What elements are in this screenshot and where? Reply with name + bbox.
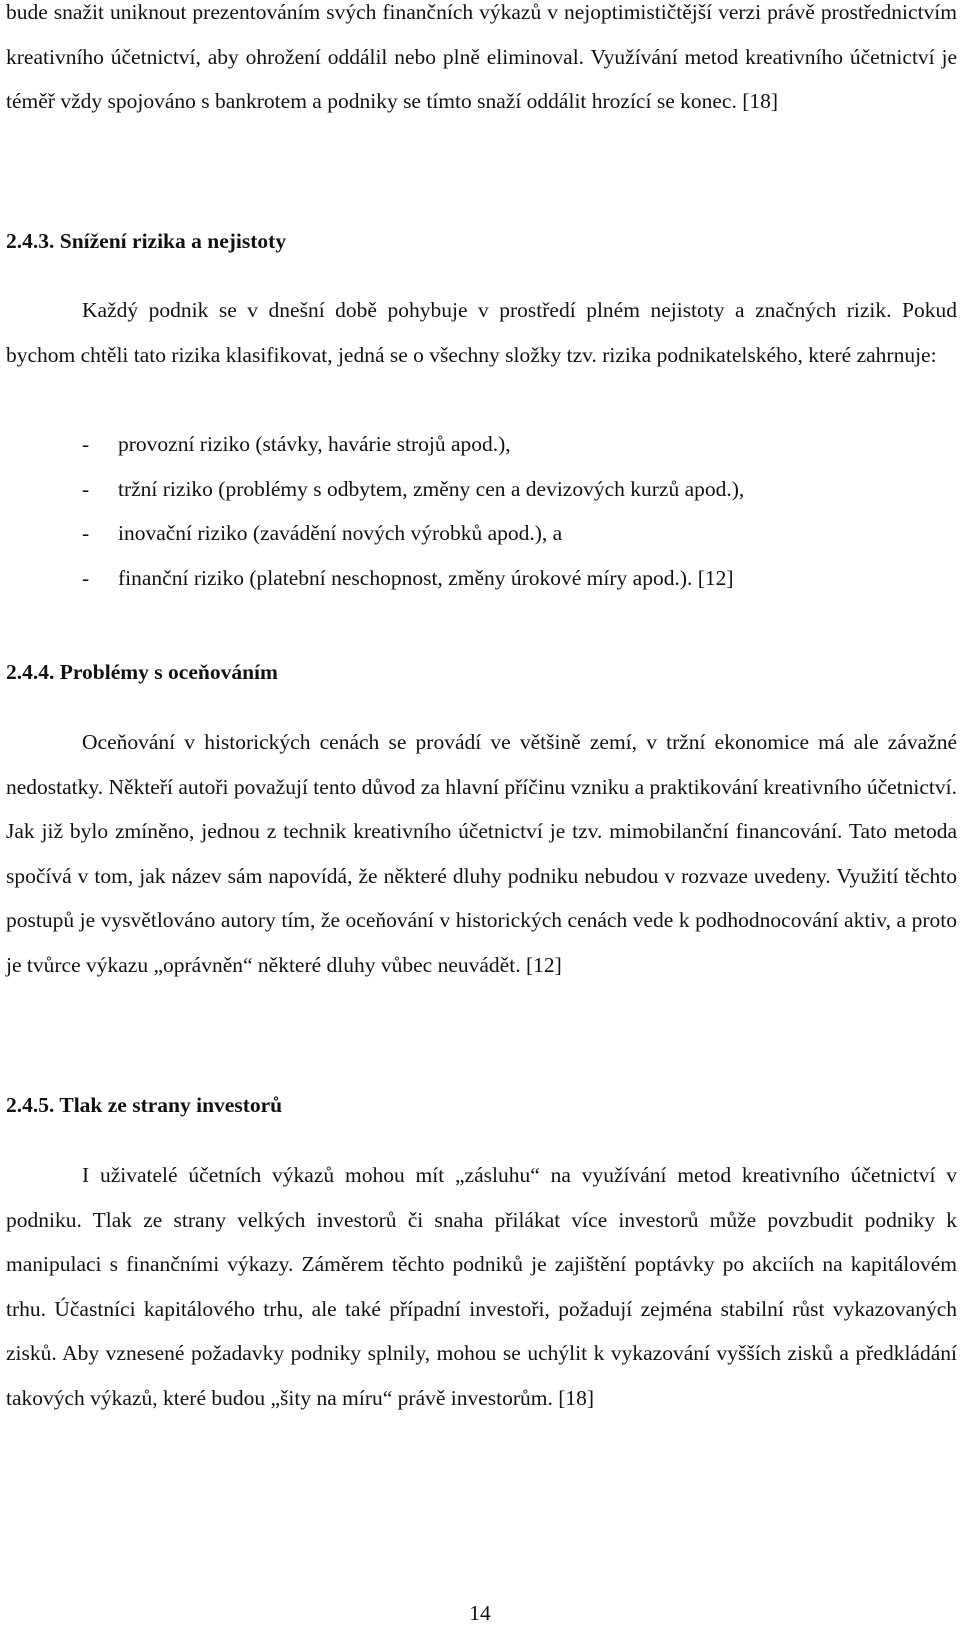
intro-paragraph: bude snažit uniknout prezentováním svých finančních výkazů v nejoptimističtější verzi právě prostřednictvím kreativního účetnictví, aby ohrožení oddálil nebo plně eliminoval. Využívání metod kreativního účetnictví je téměř vždy spojováno s bankrotem a podniky se tímto snaží oddálit hrozící se konec. [18]	[6, 0, 957, 114]
list-dash: -	[82, 432, 90, 456]
list-item-text: finanční riziko (platební neschopnost, změny úrokové míry apod.). [12]	[118, 565, 734, 590]
section-heading-2-4-4: 2.4.4. Problémy s oceňováním	[6, 660, 278, 684]
list-item	[6, 422, 946, 467]
list-dash: -	[82, 565, 90, 590]
section-heading-2-4-5: 2.4.5. Tlak ze strany investorů	[6, 1093, 283, 1117]
investors-paragraph: I uživatelé účetních výkazů mohou mít „zásluhu“ na využívání metod kreativního účetnictví v podniku. Tlak ze strany velkých investorů či snaha přilákat více investorů může povzbudit podniky k manipulaci s finančními výkazy. Záměrem těchto podniků je zajištění poptávky po akciích na kapitálovém trhu. Účastníci kapitálového trhu, ale také případní investoři, požadují zejména stabilní růst vykazovaných zisků. Aby vznesené požadavky podniky splnily, mohou se uchýlit k vykazování vyšších zisků a předkládání takových výkazů, které budou „šity na míru“ právě investorům. [18]	[6, 1163, 957, 1410]
list-item	[6, 467, 946, 512]
valuation-paragraph: Oceňování v historických cenách se provádí ve většině zemí, v tržní ekonomice má ale závažné nedostatky. Někteří autoři považují tento důvod za hlavní příčinu vzniku a praktikování kreativního účetnictví. Jak již bylo zmíněno, jednou z technik kreativního účetnictví je tzv. mimobilanční financování. Tato metoda spočívá v tom, jak název sám napovídá, že některé dluhy podniku nebudou v rozvaze uvedeny. Využití těchto postupů je vysvětlováno autory tím, že oceňování v historických cenách vede k podhodnocování aktiv, a proto je tvůrce výkazu „oprávněn“ některé dluhy vůbec neuvádět. [12]	[6, 730, 957, 977]
list-item-text: provozní riziko (stávky, havárie strojů apod.),	[118, 432, 511, 456]
list-dash: -	[82, 521, 90, 546]
list-item-text: tržní riziko (problémy s odbytem, změny cen a devizových kurzů apod.),	[118, 476, 745, 501]
list-dash: -	[82, 476, 90, 501]
risk-list	[6, 422, 946, 600]
list-item	[6, 511, 946, 556]
risk-paragraph: Každý podnik se v dnešní době pohybuje v prostředí plném nejistoty a značných rizik. Pokud bychom chtěli tato rizika klasifikovat, jedná se o všechny složky tzv. rizika podnikatelského, které zahrnuje:	[6, 298, 957, 367]
section-heading-2-4-3: 2.4.3. Snížení rizika a nejistoty	[6, 229, 287, 253]
list-item-text: inovační riziko (zavádění nových výrobků apod.), a	[118, 521, 563, 546]
page-number: 14	[469, 1601, 491, 1625]
list-item	[6, 556, 946, 601]
